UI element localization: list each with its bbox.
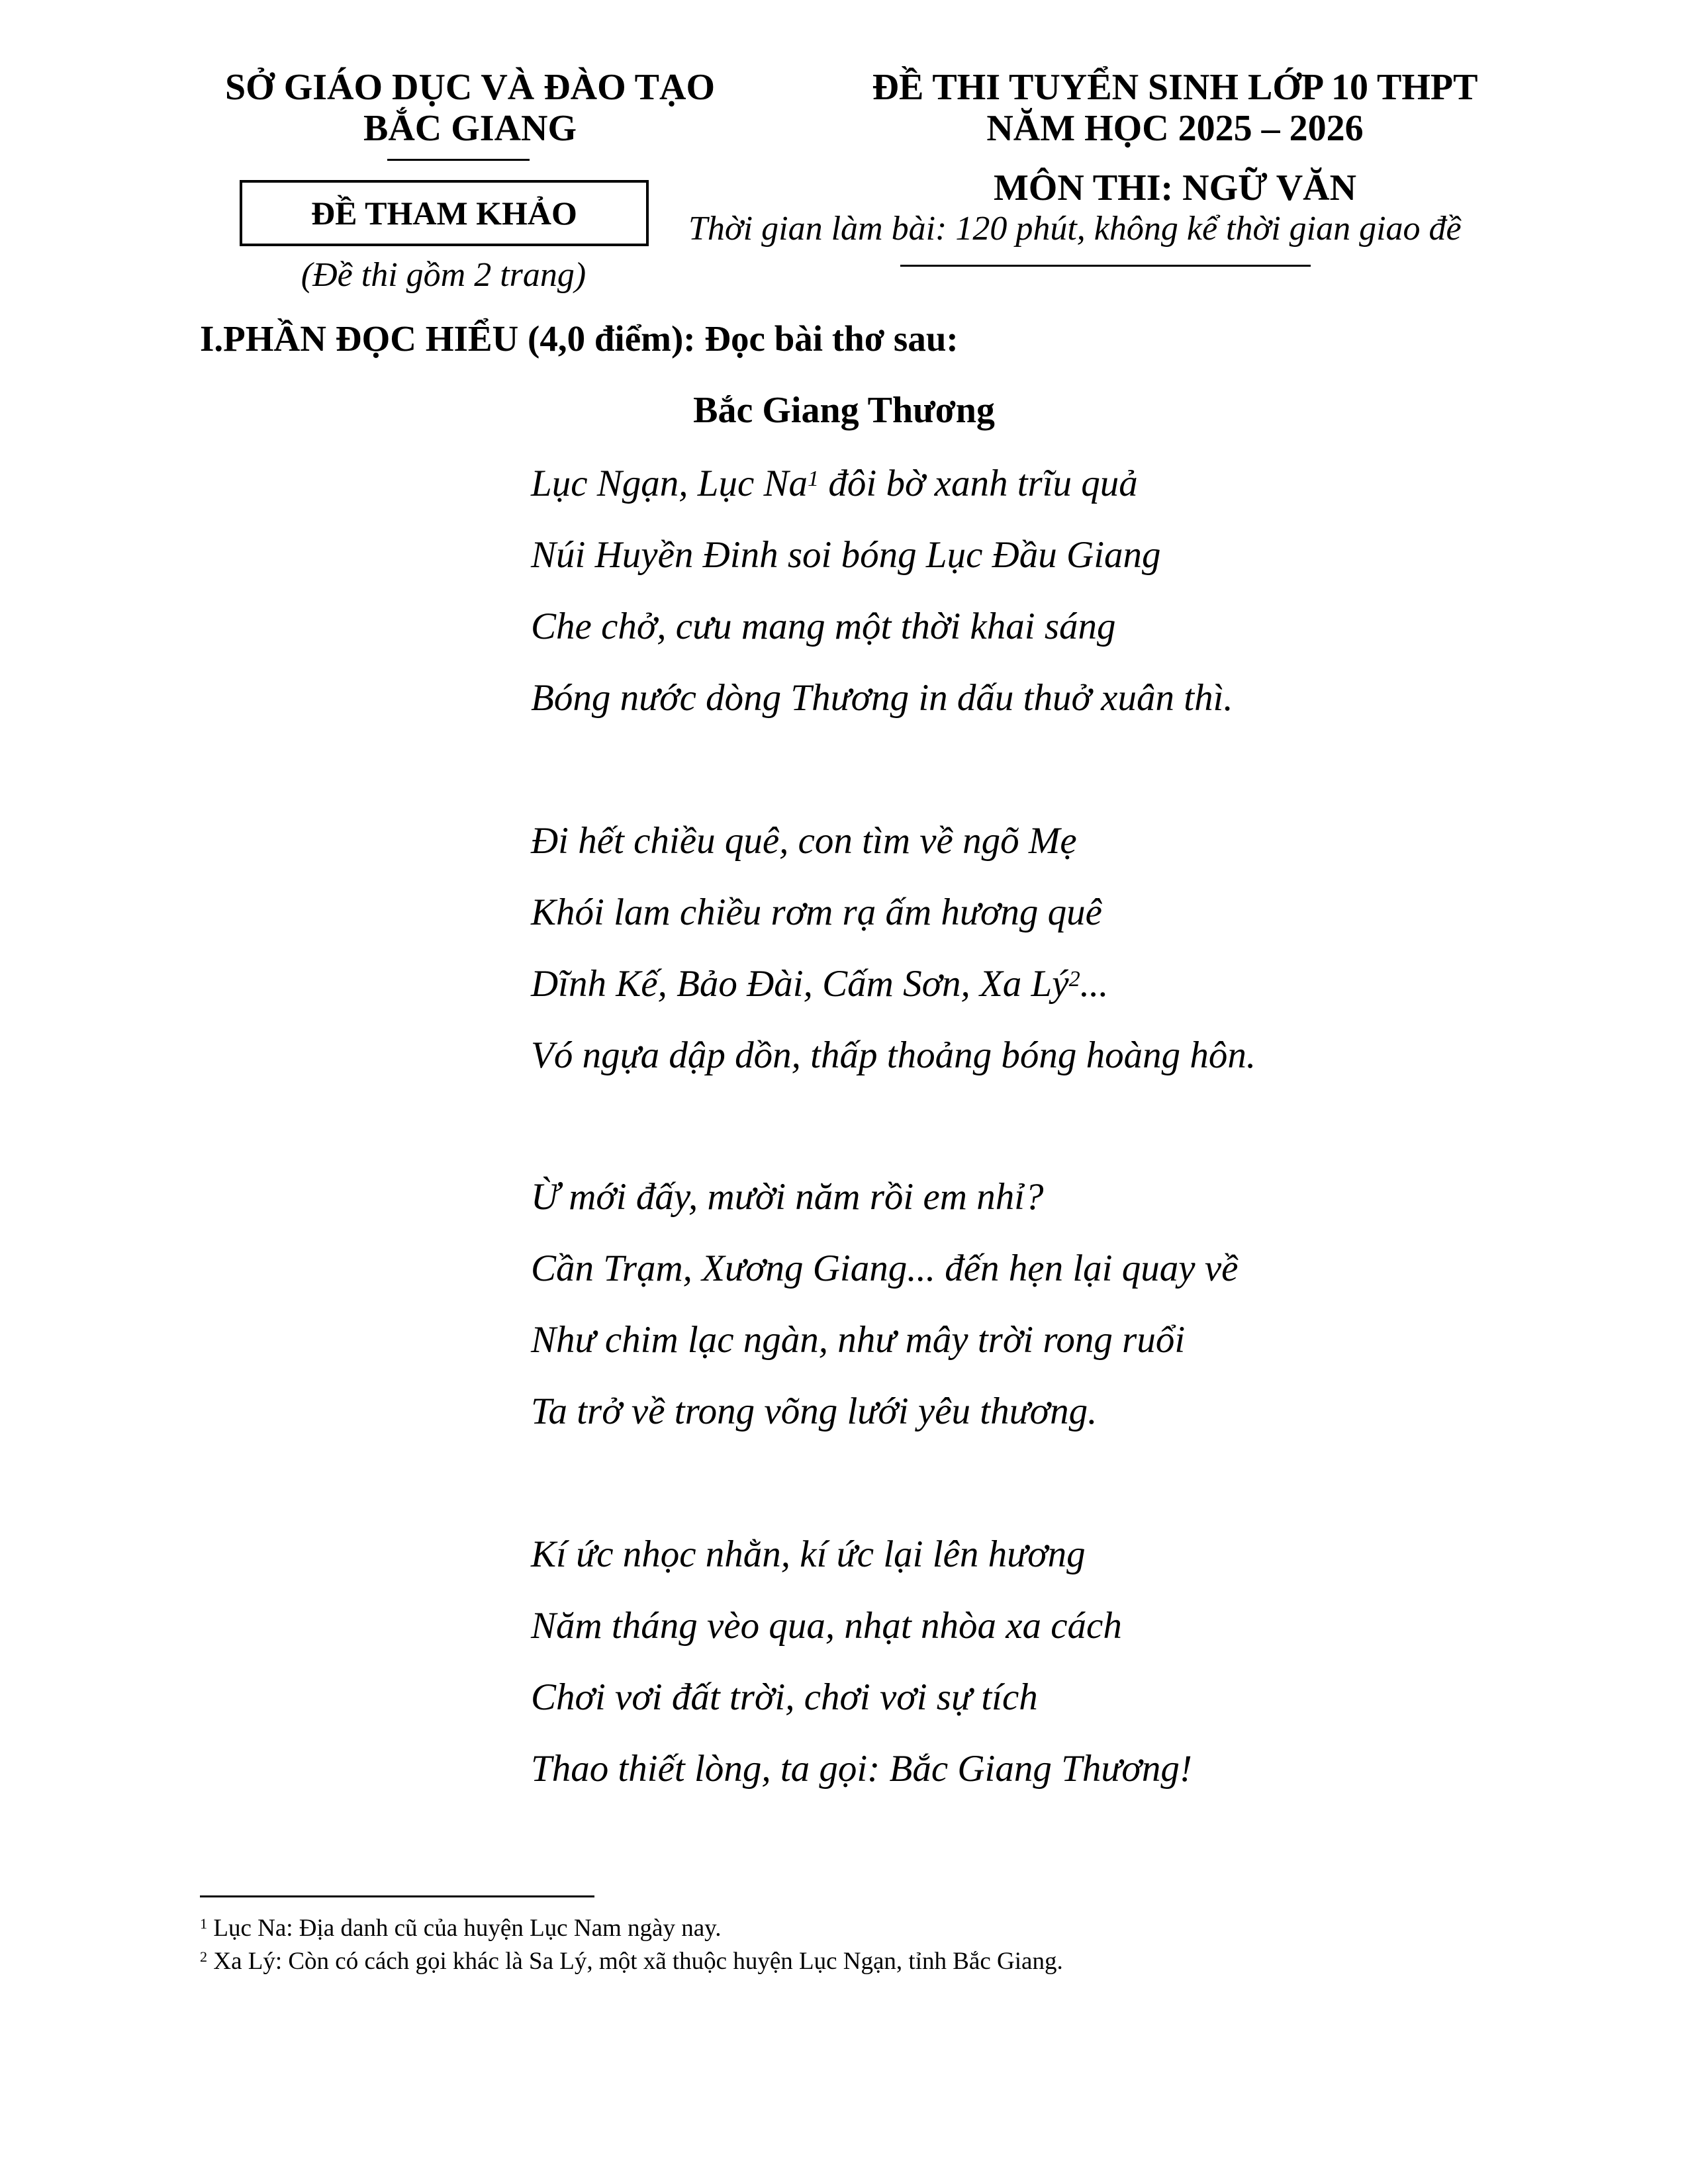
reference-exam-box (240, 180, 649, 246)
poem-title: Bắc Giang Thương (693, 390, 995, 431)
footnote-separator (200, 1895, 594, 1897)
page-count-note: (Đề thi gồm 2 trang) (301, 256, 586, 294)
poem-line: Che chở, cưu mang một thời khai sáng (531, 606, 1116, 647)
poem-line: Kí ức nhọc nhằn, kí ức lại lên hương (531, 1533, 1086, 1575)
header-left-underline (387, 159, 530, 161)
poem-line: Ừ mới đấy, mười năm rồi em nhỉ? (531, 1176, 1044, 1218)
footnote-ref-2: 2 (1068, 966, 1080, 991)
poem-line: Bóng nước dòng Thương in dấu thuở xuân thì. (531, 677, 1233, 719)
poem-line: Lục Ngạn, Lục Na$^1$ đôi bờ xanh trĩu quả (531, 463, 1138, 504)
section-heading: I.PHẦN ĐỌC HIỂU (4,0 điểm): Đọc bài thơ sau: (200, 318, 959, 359)
poem-line: Khói lam chiều rơm rạ ấm hương quê (531, 891, 1102, 933)
poem-line: Núi Huyền Đinh soi bóng Lục Đầu Giang (531, 534, 1161, 576)
poem-line: Dĩnh Kế, Bảo Đài, Cấm Sơn, Xa $Lý^2$... (531, 963, 1109, 1005)
exam-time-note: Thời gian làm bài: 120 phút, không kể thời gian giao đề (688, 210, 1462, 248)
poem-line: Ta trở về trong võng lưới yêu thương. (531, 1390, 1098, 1432)
header-right-underline (900, 265, 1311, 267)
footnote-1: $^1$ Lục Na: Địa danh cũ của huyện Lục Nam ngày nay. (200, 1915, 722, 1942)
poem-line: Vó ngựa dập dồn, thấp thoảng bóng hoàng hôn. (531, 1034, 1256, 1076)
footnote-ref-1: 1 (808, 466, 820, 491)
school-year: NĂM HỌC 2025 – 2026 (986, 108, 1364, 149)
footnote-2: $^2$ Xa Lý: Còn có cách gọi khác là Sa Lý, một xã thuộc huyện Lục Ngạn, tỉnh Bắc Giang. (200, 1948, 1063, 1975)
reference-exam-label: ĐỀ THAM KHẢO (311, 195, 577, 232)
province-name: BẮC GIANG (363, 108, 577, 149)
poem-line: Thao thiết lòng, ta gọi: Bắc Giang Thương! (531, 1748, 1192, 1790)
poem-line: Năm tháng vèo qua, nhạt nhòa xa cách (531, 1605, 1122, 1647)
exam-title: ĐỀ THI TUYỂN SINH LỚP 10 THPT (872, 67, 1478, 108)
department-name: SỞ GIÁO DỤC VÀ ĐÀO TẠO (224, 67, 716, 108)
poem-line: Chơi vơi đất trời, chơi vơi sự tích (531, 1676, 1038, 1718)
poem-line: Đi hết chiều quê, con tìm về ngõ Mẹ (531, 820, 1077, 862)
poem-line: Cần Trạm, Xương Giang... đến hẹn lại quay về (531, 1248, 1239, 1289)
poem-line: Như chim lạc ngàn, như mây trời rong ruổi (531, 1319, 1186, 1361)
exam-subject: MÔN THI: NGỮ VĂN (993, 167, 1357, 208)
